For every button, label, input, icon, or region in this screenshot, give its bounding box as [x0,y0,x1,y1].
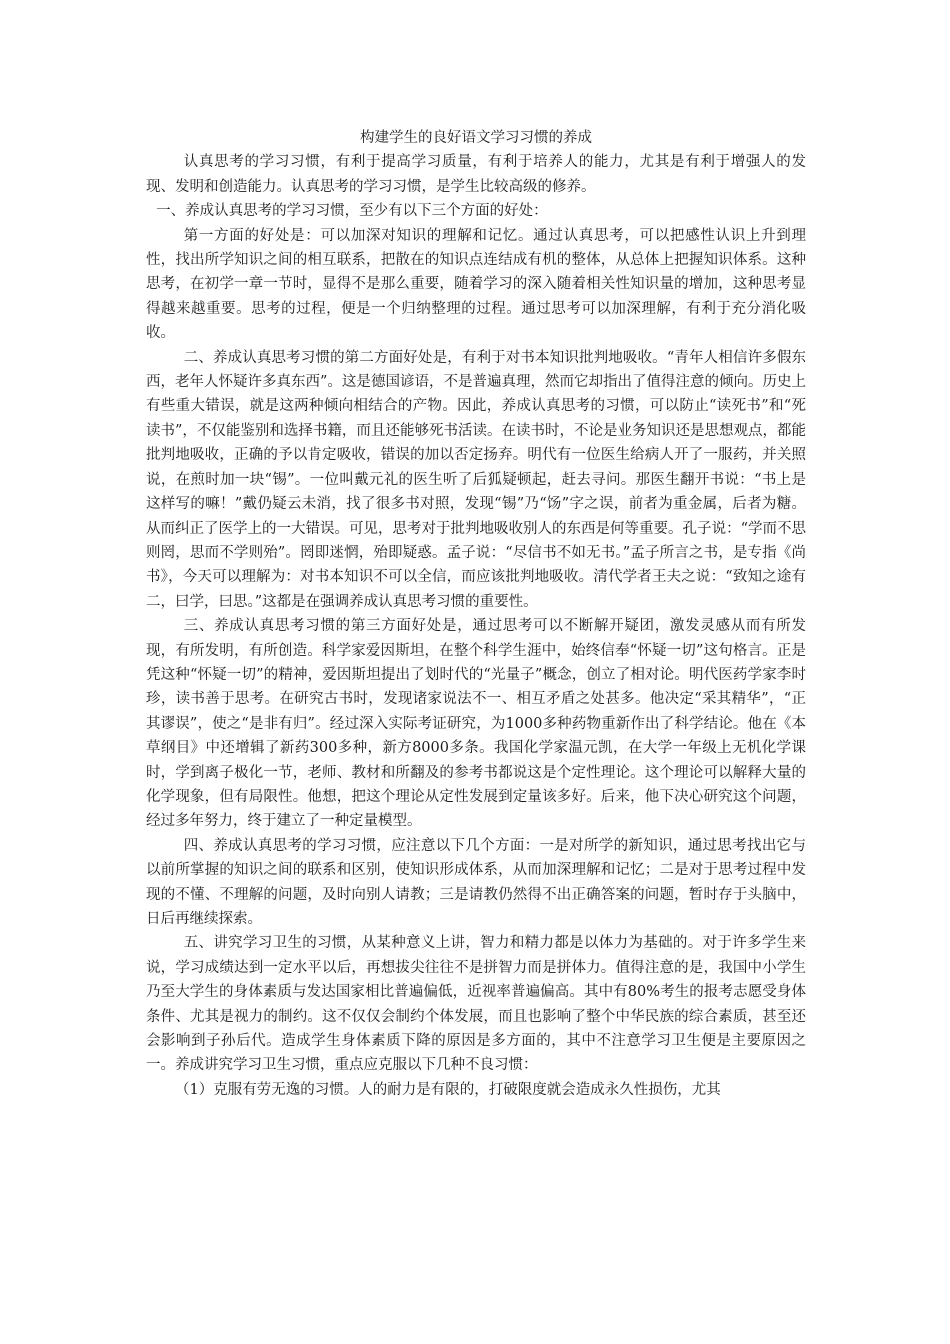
paragraph-intro: 认真思考的学习习惯，有利于提高学习质量，有利于培养人的能力，尤其是有利于增强人的发现、发明和创造能力。认真思考的学习习惯，是学生比较高级的修养。 [146,154,806,195]
paragraph-benefit-two: 二、养成认真思考习惯的第二方面好处是，有利于对书本知识批判地吸收。“青年人相信许多假东西，老年人怀疑许多真东西”。这是德国谚语，不是普遍真理，然而它却指出了值得注意的倾向。历史上有些重大错误，就是这两种倾向相结合的产物。因此，养成认真思考的习惯，可以防止“读死书”和“死读书”，不仅能鉴别和选择书籍，而且还能够死书活读。在读书时，不论是业务知识还是思想观点，都能批判地吸收，正确的予以肯定吸收，错误的加以否定扬弃。明代有一位医生给病人开了一服药，并关照说，在煎时加一块“锡”。一位叫戴元礼的医生听了后狐疑顿起，赶去寻问。那医生翻开书说：“书上是这样写的嘛！”戴仍疑云未消，找了很多书对照，发现“锡”乃“饧”字之误，前者为重金属，后者为糖。从而纠正了医学上的一大错误。可见，思考对于批判地吸收别人的东西是何等重要。孔子说：“学而不思则罔，思而不学则殆”。罔即迷惘，殆即疑惑。孟子说：“尽信书不如无书。”孟子所言之书，是专指《尚书》，今天可以理解为：对书本知识不可以全信，而应该批判地吸收。清代学者王夫之说：“致知之途有二，曰学，曰思。”这都是在强调养成认真思考习惯的重要性。 [146,349,806,610]
document-title: 构建学生的良好语文学习习惯的养成 [360,130,592,146]
paragraph-section-five: 五、讲究学习卫生的习惯，从某种意义上讲，智力和精力都是以体力为基础的。对于许多学生来说，学习成绩达到一定水平以后，再想拔尖往往不是拼智力而是拼体力。值得注意的是，我国中小学生乃至大学生的身体素质与发达国家相比普遍偏低，近视率普遍偏高。其中有80%考生的报考志愿受身体条件、尤其是视力的制约。这不仅仅会制约个体发展，而且也影响了整个中华民族的综合素质，甚至还会影响到子孙后代。造成学生身体素质下降的原因是多方面的，其中不注意学习卫生便是主要原因之一。养成讲究学习卫生习惯，重点应克服以下几种不良习惯： [146,935,806,1074]
paragraph-benefit-three: 三、养成认真思考习惯的第三方面好处是，通过思考可以不断解开疑团，激发灵感从而有所发现，有所发明，有所创造。科学家爱因斯坦，在整个科学生涯中，始终信奉“怀疑一切”这句格言。正是凭这种“怀疑一切”的精神，爱因斯坦提出了划时代的“光量子”概念，创立了相对论。明代医药学家李时珍，读书善于思考。在研究古书时，发现诸家说法不一、相互矛盾之处甚多。他决定“采其精华”，“正其谬误”，使之“是非有归”。经过深入实际考证研究，为1000多种药物重新作出了科学结论。他在《本草纲目》中还增辑了新药300多种，新方8000多条。我国化学家温元凯，在大学一年级上无机化学课时，学到离子极化一节，老师、教材和所翻及的参考书都说这是个定性理论。这个理论可以解释大量的化学现象，但有局限性。他想，把这个理论从定性发展到定量该多好。后来，他下决心研究这个问题，经过多年努力，终于建立了一种定量模型。 [146,618,806,830]
paragraph-benefit-one: 第一方面的好处是：可以加深对知识的理解和记忆。通过认真思考，可以把感性认识上升到理性，找出所学知识之间的相互联系，把散在的知识点连结成有机的整体，从总体上把握知识体系。这种思考，在初学一章一节时，显得不是那么重要，随着学习的深入随着相关性知识量的增加，这种思考显得越来越重要。思考的过程，便是一个归纳整理的过程。通过思考可以加深理解，有利于充分消化吸收。 [146,227,806,342]
heading-section-one: 一、养成认真思考的学习习惯，至少有以下三个方面的好处： [156,203,548,220]
document-body [146,126,806,1102]
paragraph-section-four: 四、养成认真思考的学习习惯，应注意以下几个方面：一是对所学的新知识，通过思考找出它与以前所掌握的知识之间的联系和区别，使知识形成体系，从而加深理解和记忆；二是对于思考过程中发现的不懂、不理解的问题，及时向别人请教；三是请教仍然得不出正确答案的问题，暂时存于头脑中，日后再继续探索。 [146,837,806,927]
paragraph-list-item-one: （1）克服有劳无逸的习惯。人的耐力是有限的，打破限度就会造成永久性损伤，尤其 [175,1081,721,1098]
